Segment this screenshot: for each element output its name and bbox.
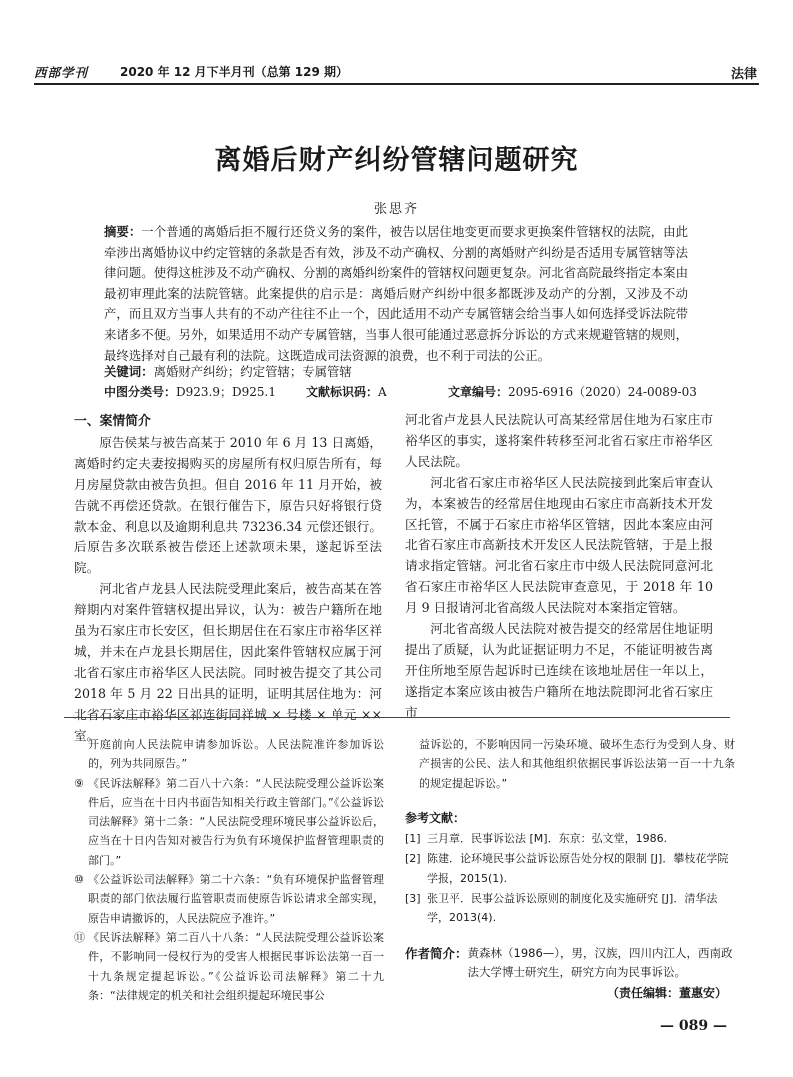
reference-text: 陈建．论环境民事公益诉讼原告处分权的限制 [J]．攀枝花学院学报，2015(1).: [427, 852, 729, 885]
footnote-continuation: 益诉讼的，不影响因同一污染环境、破坏生态行为受到人身、财产损害的公民、法人和其他组织依据民事诉讼法第一百一十九条的规定提起诉讼。”: [419, 738, 735, 790]
footnote-text: 《民诉法解释》第二百八十六条：“人民法院受理公益诉讼案件后，应当在十日内书面告知相关行政主管部门。”《公益诉讼司法解释》第十二条：“人民法院受理环境民事公益诉讼后，应当在十日内告知对被告行为负有环境保护监督管理职责的部门。”: [88, 776, 384, 867]
reference-number: [3]: [405, 892, 421, 906]
footnote: [74, 928, 384, 1005]
body-paragraph: 原告侯某与被告高某于 2010 年 6 月 13 日离婚，离婚时约定夫妻按揭购买的房屋所有权归原告所有，每月房屋贷款由被告负担。但自 2016 年 11 月开始，被告就不再偿还贷款。在银行催告下，原告只好将银行贷款本金、利息以及逾期利息共 73236.34 元偿还银行。后原告多次联系被告偿还上述款项未果，遂起诉至法院。: [74, 434, 382, 576]
page-number: — 089 —: [660, 1018, 727, 1034]
reference-number: [2]: [405, 852, 421, 866]
reference-number: [1]: [405, 832, 421, 846]
clc-value: D923.9；D925.1: [176, 385, 276, 399]
footnote-number: ⑩: [74, 873, 84, 887]
author-bio-label: 作者简介：: [405, 945, 468, 961]
keywords-label: 关键词：: [104, 364, 154, 379]
section-heading: 一、案情简介: [74, 414, 151, 429]
footnote-divider: [64, 717, 730, 718]
header-rule: [34, 83, 759, 85]
author-bio-text: 黄森林（1986—），男，汉族，四川内江人，西南政法大学博士研究生，研究方向为民事诉讼。: [467, 945, 733, 979]
keywords: [104, 362, 352, 380]
abstract-label: 摘要：: [104, 224, 142, 239]
body-paragraph: 河北省卢龙县人民法院受理此案后，被告高某在答辩期内对案件管辖权提出异议，认为：被告户籍所在地虽为石家庄市长安区，但长期居住在石家庄市裕华区祥城，并未在卢龙县长期居住，因此案件管辖权应属于河北省石家庄市裕华区人民法院。同时被告提交了其公司 2018 年 5 月 22 日出具的证明，证明其居住地为：河北省石家庄市裕华区祁连街同祥城 × 号楼 × 单元 ×× 室。: [74, 581, 382, 743]
body-paragraph: 河北省卢龙县人民法院认可高某经常居住地为石家庄市裕华区的事实，遂将案件转移至河北省石家庄市裕华区人民法院。: [405, 412, 713, 469]
responsible-editor: （责任编辑：董惠安）: [606, 986, 727, 1001]
body-paragraph: 河北省高级人民法院对被告提交的经常居住地证明提出了质疑，认为此证据证明力不足，不能证明被告离开住所地至原告起诉时已连续在该地址居住一年以上，遂指定本案应该由被告户籍所在地法院即河北省石家庄市: [405, 621, 713, 720]
clc-label: 中图分类号：: [104, 385, 177, 399]
footnote: [74, 774, 384, 870]
doc-code-value: A: [378, 385, 387, 399]
abstract-text: 一个普通的离婚后拒不履行还贷义务的案件，被告以居住地变更而要求更换案件管辖权的法院，由此牵涉出离婚协议中约定管辖的条款是否有效，涉及不动产确权、分割的离婚财产纠纷是否适用专属管辖等法律问题。使得这桩涉及不动产确权、分割的离婚纠纷案件的管辖权问题更复杂。河北省高院最终指定本案由最初审理此案的法院管辖。此案提供的启示是：离婚后财产纠纷中很多都既涉及动产的分割，又涉及不动产，而且双方当事人共有的不动产往往不止一个，因此适用不动产专属管辖会给当事人如何选择受诉法院带来诸多不便。另外，如果适用不动产专属管辖，当事人很可能通过恶意拆分诉讼的方式来规避管辖的规则，最终选择对自己最有利的法院。这既造成司法资源的浪费，也不利于司法的公正。: [104, 224, 689, 363]
article-author: 张思齐: [373, 202, 419, 217]
article-number-value: 2095-6916（2020）24-0089-03: [508, 385, 697, 399]
journal-name: 西部学刊: [34, 65, 89, 80]
footnote: [74, 870, 384, 928]
abstract: [104, 222, 688, 366]
body-column-left: [74, 412, 382, 747]
doc-code-label: 文献标识码：: [306, 385, 379, 399]
footnotes-left: [74, 735, 384, 1005]
article-number: [448, 383, 697, 400]
section-name: 法律: [730, 67, 757, 82]
references-heading: 参考文献：: [405, 810, 466, 825]
issue-info: 2020 年 12 月下半月刊（总第 129 期）: [120, 65, 349, 79]
footnotes-right: [405, 735, 735, 1004]
reference-item: [405, 889, 735, 928]
body-column-right: [405, 410, 713, 724]
footnote-continuation: 开庭前向人民法院申请参加诉讼。人民法院准许参加诉讼的，列为共同原告。”: [88, 738, 384, 771]
article-number-label: 文章编号：: [448, 385, 509, 399]
footnote-text: 《民诉法解释》第二百八十八条：“人民法院受理公益诉讼案件，不影响同一侵权行为的受害人根据民事诉讼法第一百一十九条规定提起诉讼。”《公益诉讼司法解释》第二十九条：“法律规定的机关和社会组织提起环境民事公: [88, 930, 384, 1002]
article-title: 离婚后财产纠纷管辖问题研究: [214, 145, 579, 176]
reference-text: 张卫平．民事公益诉讼原则的制度化及实施研究 [J]．清华法学，2013(4).: [427, 892, 718, 925]
document-code: [306, 383, 387, 400]
body-paragraph: 河北省石家庄市裕华区人民法院接到此案后审查认为，本案被告的经常居住地现由石家庄市高新技术开发区托管，不属于石家庄市裕华区管辖，因此本案应由河北省石家庄市高新技术开发区人民法院管辖，于是上报请求指定管辖。河北省石家庄市中级人民法院同意河北省石家庄市裕华区人民法院审查意见，于 2018 年 10 月 9 日报请河北省高级人民法院对本案指定管辖。: [405, 474, 713, 616]
author-bio: [405, 944, 735, 983]
footnote-number: ⑪: [74, 930, 85, 944]
footnote-text: 《公益诉讼司法解释》第二十六条：“负有环境保护监督管理职责的部门依法履行监管职责而使原告诉讼请求全部实现，原告申请撤诉的，人民法院应予准许。”: [88, 873, 384, 925]
reference-item: [405, 829, 735, 848]
running-header: [34, 61, 759, 83]
clc-number: [104, 383, 276, 400]
keywords-text: 离婚财产纠纷；约定管辖；专属管辖: [153, 364, 352, 379]
footnote-number: ⑨: [74, 776, 84, 790]
reference-text: 三月章．民事诉讼法 [M]．东京：弘文堂，1986.: [427, 832, 668, 846]
reference-item: [405, 849, 735, 888]
